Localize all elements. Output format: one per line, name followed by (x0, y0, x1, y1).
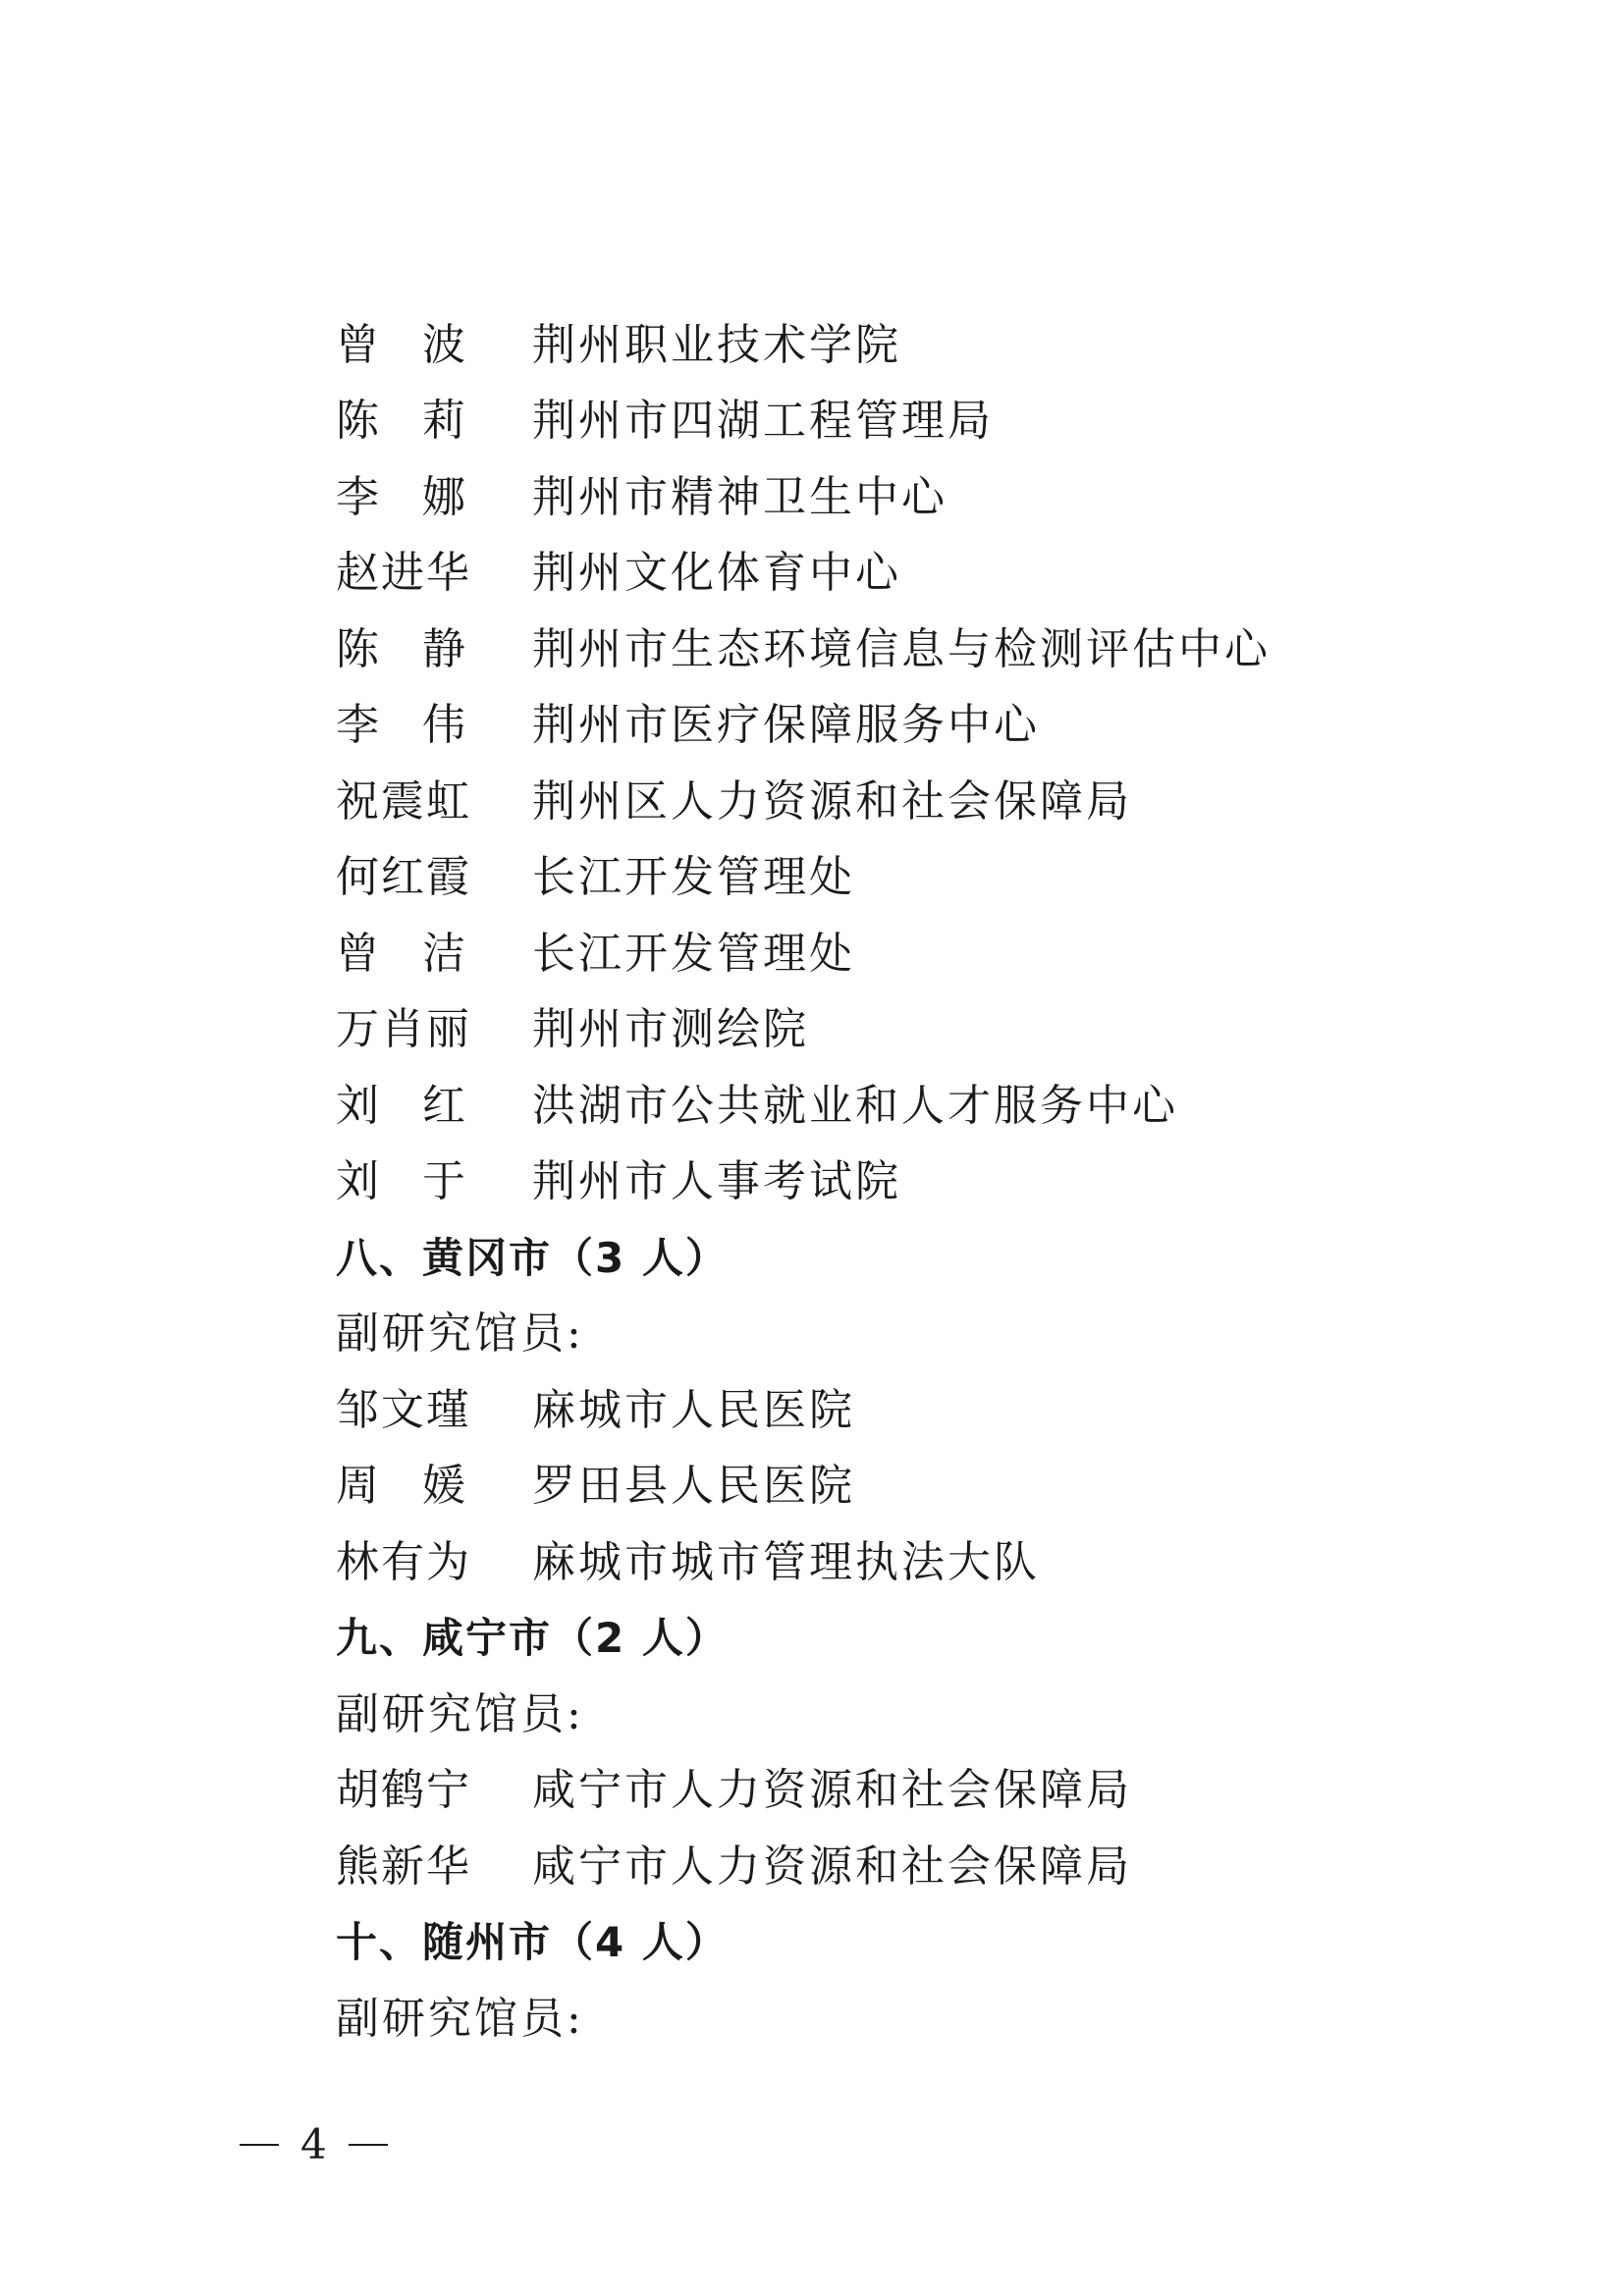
person-name: 赵进华 (336, 548, 471, 599)
work-unit: 麻城市城市管理执法大队 (532, 1536, 1040, 1587)
work-unit: 咸宁市人力资源和社会保障局 (532, 1841, 1132, 1892)
list-item (336, 916, 1318, 992)
person-name: 陈 莉 (336, 396, 465, 447)
list-item (336, 1829, 1318, 1905)
person-name: 胡鹤宁 (336, 1765, 471, 1816)
person-name: 周 媛 (336, 1461, 465, 1512)
list-item (336, 1753, 1318, 1830)
list-item (336, 459, 1318, 536)
list-item (336, 1068, 1318, 1145)
list-item (336, 764, 1318, 840)
work-unit: 荆州市四湖工程管理局 (532, 396, 994, 447)
person-name: 熊新华 (336, 1841, 471, 1892)
work-unit: 长江开发管理处 (532, 928, 855, 979)
work-unit: 荆州区人力资源和社会保障局 (532, 775, 1132, 827)
section-heading: 八、黄冈市（3 人） (336, 1233, 729, 1282)
rank-label: 副研究馆员: (336, 1308, 584, 1360)
work-unit: 荆州市人事考试院 (532, 1156, 901, 1207)
work-unit: 荆州市医疗保障服务中心 (532, 700, 1040, 751)
list-item (336, 1524, 1318, 1601)
person-name: 何红霞 (336, 852, 471, 903)
list-item (336, 1449, 1318, 1525)
person-name: 曾 波 (336, 319, 465, 370)
person-name: 邹文瑾 (336, 1384, 471, 1435)
person-name: 李 娜 (336, 471, 465, 522)
person-name: 李 伟 (336, 700, 465, 751)
person-name: 万肖丽 (336, 1004, 471, 1055)
list-item (336, 536, 1318, 613)
document-body (336, 307, 1318, 2057)
list-item (336, 688, 1318, 765)
list-item (336, 307, 1318, 384)
list-item (336, 840, 1318, 917)
list-item (336, 612, 1318, 688)
work-unit: 咸宁市人力资源和社会保障局 (532, 1765, 1132, 1816)
page-footer (240, 2120, 388, 2168)
work-unit: 荆州文化体育中心 (532, 548, 901, 599)
dash-left (240, 2144, 279, 2146)
list-item (336, 1372, 1318, 1449)
work-unit: 荆州市生态环境信息与检测评估中心 (532, 623, 1271, 674)
list-item (336, 1145, 1318, 1221)
rank-label: 副研究馆员: (336, 1993, 584, 2044)
work-unit: 罗田县人民医院 (532, 1461, 855, 1512)
work-unit: 荆州市精神卫生中心 (532, 471, 947, 522)
work-unit: 荆州市测绘院 (532, 1004, 809, 1055)
page-number: 4 (300, 2120, 327, 2168)
section-heading: 九、咸宁市（2 人） (336, 1614, 729, 1663)
work-unit: 麻城市人民医院 (532, 1384, 855, 1435)
list-item (336, 992, 1318, 1069)
person-name: 陈 静 (336, 623, 465, 674)
person-name: 祝震虹 (336, 775, 471, 827)
rank-label: 副研究馆员: (336, 1688, 584, 1739)
section-heading: 十、随州市（4 人） (336, 1918, 729, 1967)
work-unit: 长江开发管理处 (532, 852, 855, 903)
dash-right (349, 2144, 388, 2146)
person-name: 刘 于 (336, 1156, 465, 1207)
person-name: 林有为 (336, 1536, 471, 1587)
work-unit: 洪湖市公共就业和人才服务中心 (532, 1080, 1178, 1131)
person-name: 曾 洁 (336, 928, 465, 979)
work-unit: 荆州职业技术学院 (532, 319, 901, 370)
person-name: 刘 红 (336, 1080, 465, 1131)
list-item (336, 384, 1318, 460)
